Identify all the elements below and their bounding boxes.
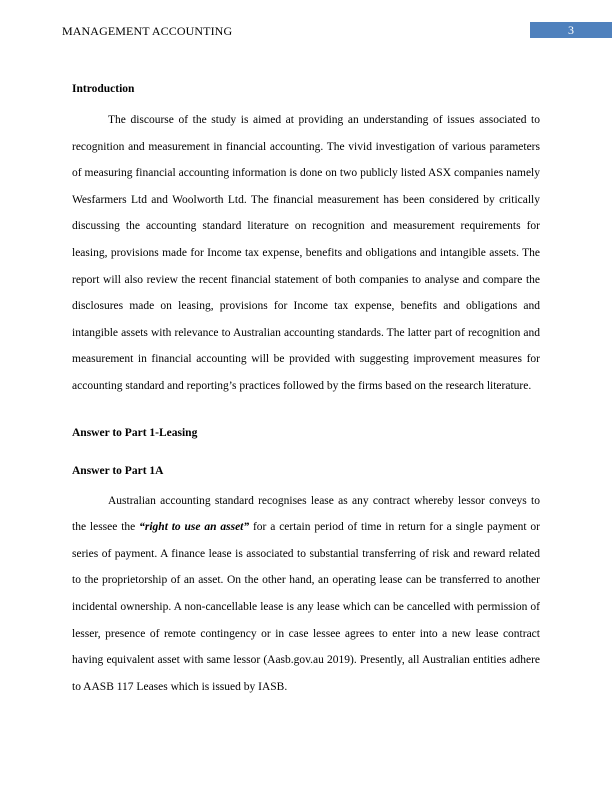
part1a-heading: Answer to Part 1A — [72, 464, 164, 477]
page-number-badge: 3 — [530, 22, 612, 38]
document-body — [72, 80, 540, 700]
part1a-text-after: for a certain period of time in return for a single payment or series of payment. A finance lease is associated to substantial transferring of risk and reward related to the proprietorship of an asset. On the other hand, an operating lease can be transferred to another incidental ownership. A non-cancellable lease is any lease which can be cancelled with permission of lesser, presence of remote contingency or in case lessee agrees to enter into a new lease contract having equivalent asset with same lessor (Aasb.gov.au 2019). Presently, all Australian entities adhere to AASB 117 Leases which is issued by IASB. — [72, 521, 540, 693]
part1a-text-before: Australian accounting standard recognises lease as any contract whereby lessor conveys to the lessee the — [72, 494, 540, 534]
part1a-paragraph — [72, 488, 540, 701]
introduction-paragraph: The discourse of the study is aimed at providing an understanding of issues associated to recognition and measurement in financial accounting. The vivid investigation of various parameters of measuring financial accounting information is done on two publicly listed ASX companies namely Wesfarmers Ltd and Woolworth Ltd. The financial measurement has been considered by critically discussing the accounting standard literature on recognition and measurement requirements for leasing, provisions made for Income tax expense, benefits and obligations and intangible assets. The report will also review the recent financial statement of both companies to analyse and compare the disclosures made on leasing, provisions for Income tax expense, benefits and obligations and intangible assets with relevance to Australian accounting standards. The latter part of recognition and measurement in financial accounting will be provided with suggesting improvement measures for accounting standard and reporting’s practices followed by the firms based on the research literature. — [72, 114, 540, 392]
running-header-title: MANAGEMENT ACCOUNTING — [62, 24, 233, 38]
introduction-heading: Introduction — [72, 83, 135, 95]
part1-leasing-heading: Answer to Part 1-Leasing — [72, 426, 198, 439]
right-to-use-emphasis: “right to use an asset” — [139, 521, 250, 534]
